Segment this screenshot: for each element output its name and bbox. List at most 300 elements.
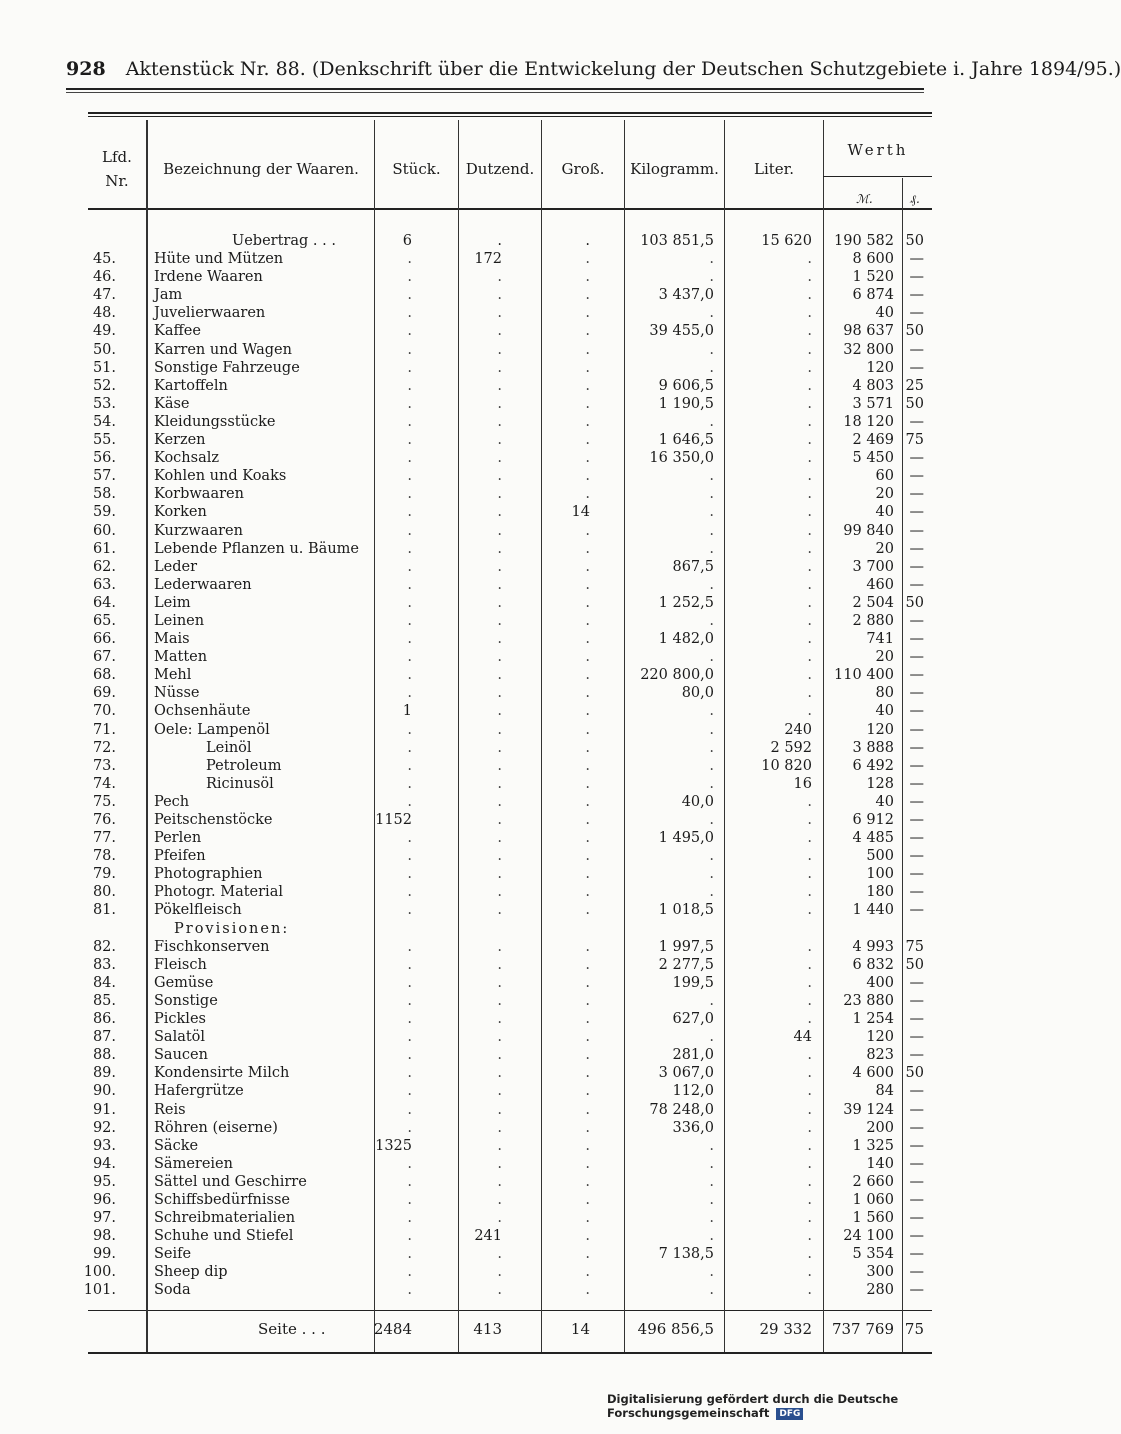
cell-gross: . — [585, 739, 590, 756]
goods-name: Irdene Waaren — [154, 269, 263, 286]
cell-stueck: . — [407, 558, 412, 575]
cell-stueck: . — [407, 902, 412, 919]
cell-kg: . — [709, 848, 714, 865]
goods-name: Ochsenhäute — [154, 703, 251, 720]
cell-kg: 78 248,0 — [649, 1101, 714, 1118]
table-row — [88, 413, 932, 431]
cell-pf: — — [909, 522, 924, 539]
cell-pf: — — [909, 468, 924, 485]
goods-name: Schreibmaterialien — [154, 1210, 296, 1227]
cell-liter: . — [807, 612, 812, 629]
cell-kg: . — [709, 884, 714, 901]
cell-dutzend: . — [497, 323, 502, 340]
cell-stueck: . — [407, 1083, 412, 1100]
row-number: 92. — [92, 1119, 116, 1136]
goods-name: Soda — [154, 1282, 191, 1299]
cell-dutzend: . — [497, 1029, 502, 1046]
cell-mark: 2 660 — [852, 1173, 894, 1190]
cell-stueck: . — [407, 504, 412, 521]
cell-dutzend: . — [497, 540, 502, 557]
cell-stueck: 1 — [402, 703, 412, 720]
table-row — [88, 377, 932, 395]
cell-dutzend: . — [497, 468, 502, 485]
table-row — [88, 1082, 932, 1100]
cell-stueck: 1325 — [375, 1137, 412, 1154]
carry-over-label: Uebertrag . . . — [232, 233, 336, 249]
goods-name: Pickles — [154, 1011, 206, 1028]
cell-gross: . — [585, 468, 590, 485]
cell-pf: — — [909, 359, 924, 376]
cell-pf: — — [909, 413, 924, 430]
cell-kg: 1 252,5 — [658, 594, 714, 611]
cell-stueck: . — [407, 1246, 412, 1263]
cell-kg: 2 277,5 — [658, 956, 714, 973]
cell-stueck: . — [407, 739, 412, 756]
cell-stueck: . — [407, 450, 412, 467]
cell-kg: . — [709, 486, 714, 503]
table-row — [88, 1046, 932, 1064]
cell-liter: . — [807, 540, 812, 557]
cell-kg: 627,0 — [672, 1011, 714, 1028]
cell-kg: . — [709, 1210, 714, 1227]
row-number: 71. — [92, 721, 116, 738]
row-number: 78. — [92, 848, 116, 865]
goods-name: Leinen — [154, 612, 205, 629]
cell-kg: . — [709, 649, 714, 666]
table-row — [88, 648, 932, 666]
row-number: 45. — [92, 251, 116, 268]
cell-stueck: . — [407, 576, 412, 593]
goods-name: Fischkonserven — [154, 938, 270, 955]
cell-pf: — — [909, 1029, 924, 1046]
cell-gross: . — [585, 793, 590, 810]
cell-gross: . — [585, 377, 590, 394]
cell-mark: 1 560 — [852, 1210, 894, 1227]
table-row — [88, 956, 932, 974]
cell-gross: . — [585, 486, 590, 503]
cell-dutzend: . — [497, 1282, 502, 1299]
cell-gross: . — [585, 1210, 590, 1227]
cell-gross: . — [585, 685, 590, 702]
cell-pf: — — [909, 450, 924, 467]
cell-dutzend: . — [497, 1191, 502, 1208]
table-row — [88, 612, 932, 630]
credit-text: Digitalisierung gefördert durch die Deutsche Forschungsgemeinschaft — [607, 1392, 899, 1420]
goods-name: Pökelfleisch — [154, 902, 242, 919]
cell-kg: 7 138,5 — [658, 1246, 714, 1263]
table-row — [88, 503, 932, 521]
table-row — [88, 286, 932, 304]
goods-table — [83, 112, 932, 1358]
cell-liter: 44 — [793, 1029, 812, 1046]
cell-kg: . — [709, 866, 714, 883]
cell-gross: . — [585, 902, 590, 919]
row-number: 58. — [92, 486, 116, 503]
goods-name: Pfeifen — [154, 848, 206, 865]
cell-stueck: . — [407, 938, 412, 955]
cell-stueck: . — [407, 1047, 412, 1064]
cell-liter: . — [807, 576, 812, 593]
goods-name: Hüte und Mützen — [154, 251, 284, 268]
cell-liter: . — [807, 812, 812, 828]
table-body — [83, 232, 932, 1300]
goods-name: Kochsalz — [154, 450, 219, 467]
row-number: 60. — [92, 522, 116, 539]
row-number: 80. — [92, 884, 116, 901]
cell-pf: — — [909, 703, 924, 720]
cell-dutzend: . — [497, 866, 502, 883]
cell-pf: — — [909, 1047, 924, 1064]
cell-dutzend: . — [497, 1119, 502, 1136]
cell-kg: 220 800,0 — [640, 667, 714, 684]
cell-mark: 190 582 — [834, 233, 894, 249]
cell-pf: — — [909, 812, 924, 828]
table-row — [88, 630, 932, 648]
cell-stueck: . — [407, 775, 412, 792]
table-row — [88, 522, 932, 540]
cell-dutzend: . — [497, 594, 502, 611]
cell-kg: . — [709, 721, 714, 738]
row-number: 59. — [92, 504, 116, 521]
cell-gross: . — [585, 359, 590, 376]
cell-mark: 40 — [875, 793, 894, 810]
table-row — [88, 883, 932, 901]
goods-name: Gemüse — [154, 974, 214, 991]
cell-mark: 1 440 — [852, 902, 894, 919]
row-number: 68. — [92, 667, 116, 684]
table-row — [88, 250, 932, 268]
cell-kg: . — [709, 1137, 714, 1154]
cell-kg: 80,0 — [681, 685, 714, 702]
cell-gross: . — [585, 1137, 590, 1154]
row-number: 101. — [83, 1282, 116, 1299]
cell-kg: . — [709, 305, 714, 322]
cell-kg: . — [709, 1228, 714, 1245]
cell-kg: 1 018,5 — [658, 902, 714, 919]
table-row — [88, 1101, 932, 1119]
cell-gross: . — [585, 757, 590, 774]
cell-dutzend: . — [497, 432, 502, 449]
cell-liter: . — [807, 866, 812, 883]
cell-dutzend: . — [497, 233, 502, 249]
goods-name: Pech — [154, 793, 190, 810]
cell-dutzend: . — [497, 558, 502, 575]
row-number: 66. — [92, 631, 116, 648]
cell-liter: . — [807, 938, 812, 955]
cell-kg: . — [709, 812, 714, 828]
table-row — [88, 359, 932, 377]
cell-dutzend: 241 — [474, 1228, 502, 1245]
cell-mark: 40 — [875, 305, 894, 322]
row-number: 82. — [92, 938, 116, 955]
cell-gross: . — [585, 612, 590, 629]
row-number: 69. — [92, 685, 116, 702]
row-number: 88. — [92, 1047, 116, 1064]
cell-dutzend: 172 — [474, 251, 502, 268]
goods-name: Kurzwaaren — [154, 522, 243, 539]
cell-stueck: . — [407, 830, 412, 847]
cell-stueck: . — [407, 251, 412, 268]
row-number: 65. — [92, 612, 116, 629]
cell-pf: — — [909, 884, 924, 901]
cell-dutzend: . — [497, 1264, 502, 1281]
cell-stueck: . — [407, 685, 412, 702]
cell-pf: — — [909, 612, 924, 629]
cell-stueck: . — [407, 359, 412, 376]
cell-dutzend: . — [497, 884, 502, 901]
row-number: 72. — [92, 739, 116, 756]
cell-liter: . — [807, 793, 812, 810]
goods-name: Lebende Pflanzen u. Bäume — [154, 540, 359, 557]
cell-liter: . — [807, 1083, 812, 1100]
cell-dutzend: . — [497, 631, 502, 648]
cell-dutzend: . — [497, 305, 502, 322]
cell-stueck: . — [407, 1228, 412, 1245]
goods-name: Säcke — [154, 1137, 199, 1154]
cell-liter: . — [807, 992, 812, 1009]
cell-mark: 40 — [875, 703, 894, 720]
table-row — [88, 1155, 932, 1173]
cell-kg: . — [709, 269, 714, 286]
cell-gross: . — [585, 1011, 590, 1028]
table-row — [88, 684, 932, 702]
cell-stueck: . — [407, 1173, 412, 1190]
cell-stueck: . — [407, 1065, 412, 1082]
cell-gross: . — [585, 812, 590, 828]
cell-liter: . — [807, 594, 812, 611]
cell-mark: 6 492 — [852, 757, 894, 774]
cell-pf: — — [909, 504, 924, 521]
cell-mark: 20 — [875, 540, 894, 557]
cell-gross: . — [585, 667, 590, 684]
cell-pf: — — [909, 830, 924, 847]
row-number: 81. — [92, 902, 116, 919]
cell-kg: 39 455,0 — [649, 323, 714, 340]
cell-gross: . — [585, 649, 590, 666]
cell-liter: . — [807, 432, 812, 449]
cell-kg: . — [709, 775, 714, 792]
cell-stueck: . — [407, 992, 412, 1009]
cell-pf: — — [909, 992, 924, 1009]
cell-liter: 10 820 — [761, 757, 812, 774]
cell-pf: — — [909, 305, 924, 322]
cell-dutzend: . — [497, 359, 502, 376]
cell-stueck: . — [407, 1029, 412, 1046]
row-number: 55. — [92, 432, 116, 449]
cell-dutzend: . — [497, 1210, 502, 1227]
table-row — [88, 775, 932, 793]
goods-name: Saucen — [154, 1047, 208, 1064]
col-header-stueck: Stück. — [392, 160, 441, 178]
cell-mark: 60 — [875, 468, 894, 485]
cell-stueck: . — [407, 631, 412, 648]
cell-gross: . — [585, 1029, 590, 1046]
row-number: 84. — [92, 974, 116, 991]
table-row — [88, 594, 932, 612]
cell-kg: 1 190,5 — [658, 395, 714, 412]
cell-liter: . — [807, 884, 812, 901]
cell-pf: 25 — [905, 377, 924, 394]
goods-name: Seife — [154, 1246, 192, 1263]
cell-dutzend: . — [497, 757, 502, 774]
cell-gross: . — [585, 269, 590, 286]
row-number: 85. — [92, 992, 116, 1009]
cell-gross: . — [585, 1047, 590, 1064]
goods-name: Schuhe und Stiefel — [154, 1228, 294, 1245]
cell-pf: — — [909, 757, 924, 774]
table-row — [88, 847, 932, 865]
table-row — [88, 431, 932, 449]
page-title: Aktenstück Nr. 88. (Denkschrift über die Entwickelung der Deutschen Schutzgebiete i. Jahre 1894/95.) — [125, 58, 1121, 80]
goods-name: Kaffee — [154, 323, 201, 340]
cell-gross: . — [585, 703, 590, 720]
cell-pf: — — [909, 1101, 924, 1118]
cell-stueck: . — [407, 1191, 412, 1208]
goods-name: Fleisch — [154, 956, 207, 973]
cell-kg: 3 067,0 — [658, 1065, 714, 1082]
row-number: 48. — [92, 305, 116, 322]
cell-stueck: . — [407, 305, 412, 322]
cell-liter: . — [807, 450, 812, 467]
cell-mark: 5 450 — [852, 450, 894, 467]
cell-kg: . — [709, 1155, 714, 1172]
cell-mark: 98 637 — [843, 323, 894, 340]
cell-liter: . — [807, 504, 812, 521]
cell-mark: 39 124 — [843, 1101, 894, 1118]
cell-mark: 3 571 — [852, 395, 894, 412]
cell-pf: — — [909, 1155, 924, 1172]
cell-dutzend: . — [497, 703, 502, 720]
cell-pf: — — [909, 974, 924, 991]
cell-dutzend: . — [497, 1101, 502, 1118]
cell-mark: 4 993 — [852, 938, 894, 955]
cell-pf: 50 — [905, 1065, 924, 1082]
row-number: 47. — [92, 287, 116, 304]
table-row — [88, 793, 932, 811]
cell-gross: . — [585, 540, 590, 557]
table-row — [88, 739, 932, 757]
cell-gross: . — [585, 594, 590, 611]
cell-pf: — — [909, 902, 924, 919]
cell-liter: . — [807, 1173, 812, 1190]
row-number: 54. — [92, 413, 116, 430]
cell-kg: . — [709, 1029, 714, 1046]
cell-kg: . — [709, 739, 714, 756]
table-row — [88, 1064, 932, 1082]
cell-stueck: . — [407, 269, 412, 286]
cell-dutzend: . — [497, 612, 502, 629]
cell-stueck: . — [407, 721, 412, 738]
cell-mark: 18 120 — [843, 413, 894, 430]
cell-kg: 3 437,0 — [658, 287, 714, 304]
cell-mark: 5 354 — [852, 1246, 894, 1263]
cell-kg: 336,0 — [672, 1119, 714, 1136]
cell-dutzend: . — [497, 269, 502, 286]
goods-name: Schiffsbedürfnisse — [154, 1191, 290, 1208]
cell-stueck: . — [407, 956, 412, 973]
table-row — [88, 829, 932, 847]
cell-liter: . — [807, 413, 812, 430]
cell-dutzend: . — [497, 974, 502, 991]
cell-mark: 120 — [866, 1029, 894, 1046]
table-row — [88, 449, 932, 467]
cell-gross: . — [585, 956, 590, 973]
cell-stueck: . — [407, 540, 412, 557]
header-rule-thin — [66, 92, 924, 93]
cell-dutzend: . — [497, 1011, 502, 1028]
cell-kg: 1 482,0 — [658, 631, 714, 648]
cell-gross: . — [585, 341, 590, 358]
cell-gross: . — [585, 233, 590, 249]
cell-liter: . — [807, 974, 812, 991]
goods-name: Mehl — [154, 667, 192, 684]
cell-pf: — — [909, 251, 924, 268]
page-number: 928 — [66, 58, 106, 80]
cell-stueck: . — [407, 468, 412, 485]
cell-liter: . — [807, 558, 812, 575]
cell-mark: 20 — [875, 486, 894, 503]
cell-dutzend: . — [497, 1083, 502, 1100]
cell-pf: 50 — [905, 323, 924, 340]
cell-mark: 24 100 — [843, 1228, 894, 1245]
cell-liter: 16 — [793, 775, 812, 792]
cell-gross: . — [585, 287, 590, 304]
header-rule — [66, 88, 924, 90]
cell-liter: 15 620 — [761, 233, 812, 249]
total-pfennig: 75 — [904, 1320, 924, 1338]
digitization-credit — [607, 1392, 1000, 1420]
cell-kg: 16 350,0 — [649, 450, 714, 467]
cell-pf: — — [909, 1228, 924, 1245]
row-number: 73. — [92, 757, 116, 774]
cell-pf: — — [909, 667, 924, 684]
cell-liter: . — [807, 830, 812, 847]
cell-dutzend: . — [497, 395, 502, 412]
row-number: 53. — [92, 395, 116, 412]
cell-liter: . — [807, 1210, 812, 1227]
cell-kg: 112,0 — [672, 1083, 714, 1100]
cell-pf: — — [909, 1119, 924, 1136]
cell-stueck: . — [407, 341, 412, 358]
cell-stueck: . — [407, 974, 412, 991]
cell-pf: — — [909, 287, 924, 304]
cell-pf: — — [909, 866, 924, 883]
row-number: 93. — [92, 1137, 116, 1154]
cell-dutzend: . — [497, 1047, 502, 1064]
goods-name: Leim — [154, 594, 191, 611]
cell-gross: . — [585, 866, 590, 883]
row-number: 57. — [92, 468, 116, 485]
col-header-liter: Liter. — [754, 160, 794, 178]
cell-dutzend: . — [497, 486, 502, 503]
cell-liter: . — [807, 269, 812, 286]
cell-dutzend: . — [497, 1155, 502, 1172]
cell-dutzend: . — [497, 812, 502, 828]
cell-pf: — — [909, 269, 924, 286]
table-row — [88, 1173, 932, 1191]
total-liter: 29 332 — [759, 1320, 812, 1338]
cell-liter: 240 — [784, 721, 812, 738]
cell-mark: 500 — [866, 848, 894, 865]
cell-kg: . — [709, 341, 714, 358]
cell-kg: 1 997,5 — [658, 938, 714, 955]
cell-dutzend: . — [497, 413, 502, 430]
cell-liter: . — [807, 395, 812, 412]
cell-mark: 4 803 — [852, 377, 894, 394]
cell-gross: . — [585, 848, 590, 865]
cell-kg: . — [709, 1264, 714, 1281]
cell-mark: 2 504 — [852, 594, 894, 611]
